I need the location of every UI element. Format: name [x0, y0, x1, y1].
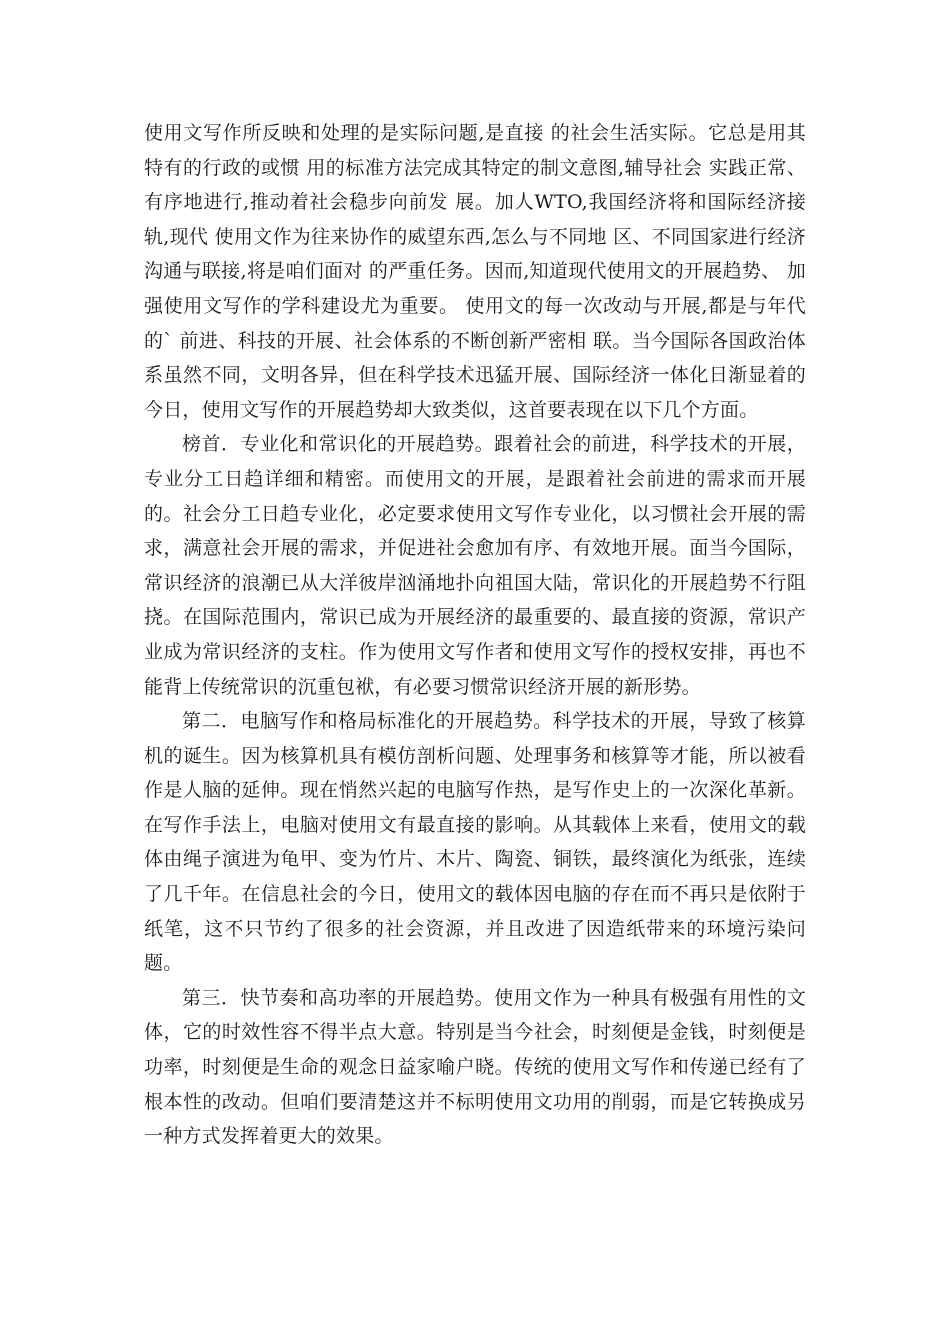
document-body: [144, 116, 806, 1154]
paragraph-intro: 使用文写作所反映和处理的是实际问题,是直接 的社会生活实际。它总是用其特有的行政的或惯 用的标准方法完成其特定的制文意图,辅导社会 实践正常、有序地进行,推动着社会稳步向前发 展。加人WTO,我国经济将和国际经济接轨,现代 使用文作为往来协作的威望东西,怎么与不同地 区、不同国家进行经济沟通与联接,将是咱们面对 的严重任务。因而,知道现代使用文的开展趋势、 加强使用文写作的学科建设尤为重要。 使用文的每一次改动与开展,都是与年代的` 前进、科技的开展、社会体系的不断创新严密相 联。当今国际各国政治体系虽然不同，文明各异，但在科学技术迅猛开展、国际经济一体化日渐显着的今日，使用文写作的开展趋势却大致类似，这首要表现在以下几个方面。: [144, 122, 806, 421]
paragraph-second-trend: 第二．电脑写作和格局标准化的开展趋势。科学技术的开展，导致了核算机的诞生。因为核算机具有模仿剖析问题、处理事务和核算等才能，所以被看作是人脑的延伸。现在悄然兴起的电脑写作热，是写作史上的一次深化革新。在写作手法上，电脑对使用文有最直接的影响。从其载体上来看，使用文的载体由绳子演进为龟甲、变为竹片、木片、陶瓷、铜铁，最终演化为纸张，连续了几千年。在信息社会的今日，使用文的载体因电脑的存在而不再只是依附于纸笔，这不只节约了很多的社会资源，并且改进了因造纸带来的环境污染问题。: [144, 710, 806, 975]
paragraph-first-trend: 榜首．专业化和常识化的开展趋势。跟着社会的前进，科学技术的开展，专业分工日趋详细和精密。而使用文的开展，是跟着社会前进的需求而开展的。社会分工日趋专业化，必定要求使用文写作专业化，以习惯社会开展的需求，满意社会开展的需求，并促进社会愈加有序、有效地开展。面当今国际，常识经济的浪潮已从大洋彼岸汹涌地扑向祖国大陆，常识化的开展趋势不行阻挠。在国际范围内，常识已成为开展经济的最重要的、最直接的资源，常识产业成为常识经济的支柱。作为使用文写作者和使用文写作的授权安排，再也不能背上传统常识的沉重包袱，有必要习惯常识经济开展的新形势。: [144, 433, 806, 698]
paragraph-third-trend: 第三．快节奏和高功率的开展趋势。使用文作为一种具有极强有用性的文体，它的时效性容不得半点大意。特别是当今社会，时刻便是金钱，时刻便是功率，时刻便是生命的观念日益家喻户晓。传统的使用文写作和传递已经有了根本性的改动。但咱们要清楚这并不标明使用文功用的削弱，而是它转换成另一种方式发挥着更大的效果。: [144, 986, 806, 1148]
